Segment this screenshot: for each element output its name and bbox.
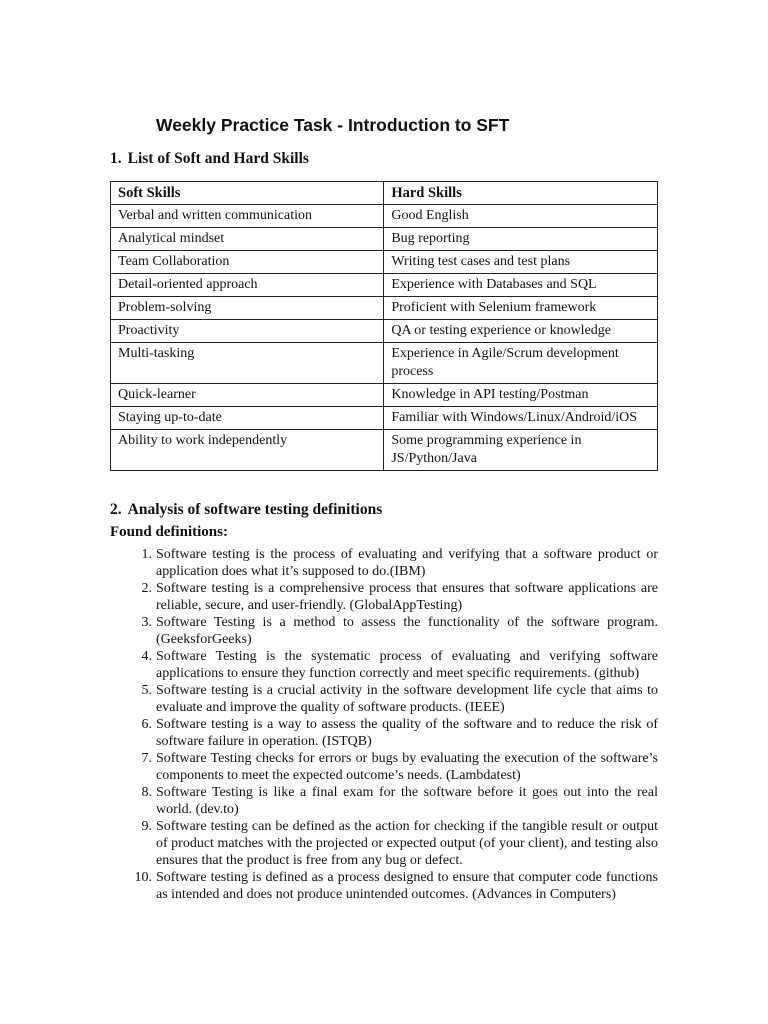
skills-table (110, 181, 658, 471)
soft-skill-cell: Multi-tasking (111, 343, 384, 384)
section-1-heading (110, 150, 309, 168)
table-row (111, 384, 658, 407)
list-item-text: Software Testing is a method to assess the functionality of the software program. (GeeksforGeeks) (156, 615, 658, 647)
soft-skill-cell: Staying up-to-date (111, 407, 384, 430)
list-item-text: Software Testing is the systematic process of evaluating and verifying software applications to ensure they function correctly and meet specific requirements. (github) (156, 649, 658, 681)
list-item-text: Software Testing is like a final exam for the software before it goes out into the real world. (dev.to) (156, 785, 658, 817)
hard-skill-cell: Some programming experience in JS/Python/Java (384, 430, 658, 471)
list-item-text: Software testing is the process of evaluating and verifying that a software product or application does what it’s supposed to do.(IBM) (156, 547, 658, 579)
list-item-text: Software Testing checks for errors or bugs by evaluating the execution of the software’s components to meet the expected outcome’s needs. (Lambdatest) (156, 751, 658, 783)
table-row (111, 320, 658, 343)
hard-skill-cell: Good English (384, 205, 658, 228)
section-2-heading (110, 501, 382, 519)
section-2-number: 2. (110, 501, 122, 518)
list-item-text: Software testing is a comprehensive process that ensures that software applications are reliable, secure, and user-friendly. (GlobalAppTesting) (156, 581, 658, 613)
soft-skill-cell: Verbal and written communication (111, 205, 384, 228)
hard-skill-cell: Writing test cases and test plans (384, 251, 658, 274)
list-item (141, 580, 658, 614)
hard-skill-cell: Experience with Databases and SQL (384, 274, 658, 297)
table-row (111, 430, 658, 471)
list-item-number: 10. (134, 870, 152, 885)
table-row (111, 205, 658, 228)
list-item-number: 4. (141, 649, 152, 664)
list-item (141, 546, 658, 580)
table-row (111, 343, 658, 384)
list-item (141, 716, 658, 750)
list-item-number: 1. (141, 547, 152, 562)
hard-skill-cell: QA or testing experience or knowledge (384, 320, 658, 343)
list-item-text: Software testing is a crucial activity in the software development life cycle that aims to evaluate and improve the quality of software products. (IEEE) (156, 683, 658, 715)
list-item-text: Software testing is defined as a process designed to ensure that computer code functions as intended and does not produce unintended outcomes. (Advances in Computers) (156, 870, 658, 902)
table-row (111, 228, 658, 251)
soft-skills-header: Soft Skills (111, 182, 384, 205)
table-row (111, 297, 658, 320)
list-item-number: 5. (141, 683, 152, 698)
list-item (141, 818, 658, 869)
found-definitions-label: Found definitions: (110, 524, 228, 540)
table-row (111, 274, 658, 297)
hard-skill-cell: Experience in Agile/Scrum development process (384, 343, 658, 384)
list-item (141, 784, 658, 818)
soft-skill-cell: Quick-learner (111, 384, 384, 407)
soft-skill-cell: Team Collaboration (111, 251, 384, 274)
list-item-number: 9. (141, 819, 152, 834)
soft-skill-cell: Problem-solving (111, 297, 384, 320)
list-item-number: 8. (141, 785, 152, 800)
hard-skill-cell: Knowledge in API testing/Postman (384, 384, 658, 407)
document-title: Weekly Practice Task - Introduction to SFT (156, 115, 510, 135)
hard-skill-cell: Bug reporting (384, 228, 658, 251)
list-item (134, 869, 658, 903)
hard-skill-cell: Familiar with Windows/Linux/Android/iOS (384, 407, 658, 430)
list-item (141, 750, 658, 784)
list-item-number: 6. (141, 717, 152, 732)
list-item (141, 648, 658, 682)
list-item-number: 7. (141, 751, 152, 766)
hard-skills-header: Hard Skills (384, 182, 658, 205)
hard-skill-cell: Proficient with Selenium framework (384, 297, 658, 320)
list-item-text: Software testing can be defined as the action for checking if the tangible result or output of product matches with the projected or expected output (of your client), and testing also ensures that the product is free from any bug or defect. (156, 819, 658, 868)
section-1-number: 1. (110, 150, 122, 167)
soft-skill-cell: Proactivity (111, 320, 384, 343)
list-item-number: 2. (141, 581, 152, 596)
list-item (141, 682, 658, 716)
skills-table-header-row (111, 182, 658, 205)
soft-skill-cell: Ability to work independently (111, 430, 384, 471)
section-1-title: List of Soft and Hard Skills (127, 150, 309, 167)
soft-skill-cell: Analytical mindset (111, 228, 384, 251)
table-row (111, 251, 658, 274)
section-2-title: Analysis of software testing definitions (127, 501, 383, 518)
table-row (111, 407, 658, 430)
definitions-list (134, 546, 658, 903)
soft-skill-cell: Detail-oriented approach (111, 274, 384, 297)
list-item (141, 614, 658, 648)
list-item-text: Software testing is a way to assess the quality of the software and to reduce the risk of software failure in operation. (ISTQB) (156, 717, 658, 749)
list-item-number: 3. (141, 615, 152, 630)
